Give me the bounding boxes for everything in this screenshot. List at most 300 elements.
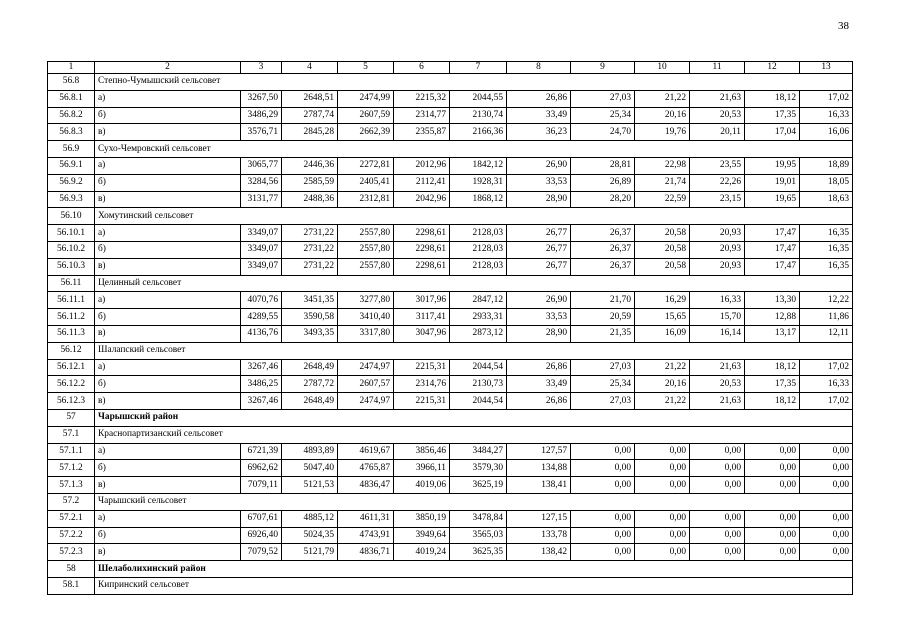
value-cell: 134,88 bbox=[507, 460, 571, 477]
value-cell: 13,17 bbox=[745, 325, 800, 342]
value-cell: 22,59 bbox=[635, 191, 690, 208]
value-cell: 3349,07 bbox=[241, 258, 282, 275]
value-cell: 3590,58 bbox=[282, 309, 338, 326]
value-cell: 2607,59 bbox=[338, 107, 394, 124]
row-id: 57.2.1 bbox=[48, 510, 95, 527]
value-cell: 3410,40 bbox=[338, 309, 394, 326]
value-cell: 21,74 bbox=[635, 174, 690, 191]
table-row bbox=[48, 90, 853, 107]
variant-label: а) bbox=[95, 510, 241, 527]
value-cell: 5121,79 bbox=[282, 544, 338, 561]
value-cell: 26,90 bbox=[507, 292, 571, 309]
value-cell: 20,59 bbox=[571, 309, 635, 326]
settlement-name: Кипринский сельсовет bbox=[95, 577, 853, 594]
value-cell: 1842,12 bbox=[450, 157, 507, 174]
table-row bbox=[48, 107, 853, 124]
value-cell: 0,00 bbox=[690, 477, 745, 494]
value-cell: 3579,30 bbox=[450, 460, 507, 477]
value-cell: 18,12 bbox=[745, 90, 800, 107]
value-cell: 20,16 bbox=[635, 376, 690, 393]
value-cell: 0,00 bbox=[745, 460, 800, 477]
value-cell: 3625,19 bbox=[450, 477, 507, 494]
value-cell: 36,23 bbox=[507, 124, 571, 141]
value-cell: 3131,77 bbox=[241, 191, 282, 208]
column-number: 6 bbox=[394, 62, 450, 74]
value-cell: 1928,31 bbox=[450, 174, 507, 191]
row-id: 56.9.2 bbox=[48, 174, 95, 191]
value-cell: 3065,77 bbox=[241, 157, 282, 174]
value-cell: 17,35 bbox=[745, 107, 800, 124]
value-cell: 16,35 bbox=[800, 225, 853, 242]
variant-label: в) bbox=[95, 124, 241, 141]
value-cell: 2405,41 bbox=[338, 174, 394, 191]
value-cell: 20,93 bbox=[690, 258, 745, 275]
table-row bbox=[48, 510, 853, 527]
value-cell: 33,53 bbox=[507, 309, 571, 326]
value-cell: 28,90 bbox=[507, 191, 571, 208]
value-cell: 28,20 bbox=[571, 191, 635, 208]
value-cell: 138,42 bbox=[507, 544, 571, 561]
column-number: 11 bbox=[690, 62, 745, 74]
value-cell: 2648,49 bbox=[282, 393, 338, 410]
value-cell: 33,49 bbox=[507, 376, 571, 393]
row-id: 56.10.3 bbox=[48, 258, 95, 275]
value-cell: 0,00 bbox=[635, 443, 690, 460]
value-cell: 21,63 bbox=[690, 393, 745, 410]
value-cell: 26,37 bbox=[571, 258, 635, 275]
table-row bbox=[48, 225, 853, 242]
value-cell: 17,04 bbox=[745, 124, 800, 141]
row-id: 58.1 bbox=[48, 577, 95, 594]
variant-label: а) bbox=[95, 292, 241, 309]
variant-label: а) bbox=[95, 225, 241, 242]
value-cell: 3267,46 bbox=[241, 359, 282, 376]
value-cell: 21,22 bbox=[635, 359, 690, 376]
value-cell: 2314,76 bbox=[394, 376, 450, 393]
row-id: 57.1.2 bbox=[48, 460, 95, 477]
variant-label: б) bbox=[95, 460, 241, 477]
value-cell: 3117,41 bbox=[394, 309, 450, 326]
value-cell: 3486,25 bbox=[241, 376, 282, 393]
column-number: 10 bbox=[635, 62, 690, 74]
value-cell: 2044,54 bbox=[450, 359, 507, 376]
table-row bbox=[48, 309, 853, 326]
variant-label: в) bbox=[95, 544, 241, 561]
value-cell: 26,90 bbox=[507, 157, 571, 174]
value-cell: 0,00 bbox=[635, 510, 690, 527]
value-cell: 0,00 bbox=[571, 527, 635, 544]
column-number: 8 bbox=[507, 62, 571, 74]
section-row bbox=[48, 577, 853, 594]
value-cell: 18,63 bbox=[800, 191, 853, 208]
value-cell: 26,86 bbox=[507, 359, 571, 376]
value-cell: 26,77 bbox=[507, 241, 571, 258]
value-cell: 133,78 bbox=[507, 527, 571, 544]
value-cell: 28,81 bbox=[571, 157, 635, 174]
table-row bbox=[48, 359, 853, 376]
value-cell: 5047,40 bbox=[282, 460, 338, 477]
variant-label: б) bbox=[95, 309, 241, 326]
value-cell: 0,00 bbox=[690, 460, 745, 477]
value-cell: 15,70 bbox=[690, 309, 745, 326]
value-cell: 0,00 bbox=[571, 544, 635, 561]
value-cell: 18,89 bbox=[800, 157, 853, 174]
value-cell: 20,58 bbox=[635, 225, 690, 242]
section-row bbox=[48, 141, 853, 158]
value-cell: 3484,27 bbox=[450, 443, 507, 460]
value-cell: 0,00 bbox=[690, 510, 745, 527]
value-cell: 3625,35 bbox=[450, 544, 507, 561]
table-row bbox=[48, 124, 853, 141]
value-cell: 2787,72 bbox=[282, 376, 338, 393]
value-cell: 3856,46 bbox=[394, 443, 450, 460]
value-cell: 11,86 bbox=[800, 309, 853, 326]
variant-label: в) bbox=[95, 393, 241, 410]
value-cell: 4019,06 bbox=[394, 477, 450, 494]
value-cell: 3349,07 bbox=[241, 225, 282, 242]
variant-label: а) bbox=[95, 90, 241, 107]
value-cell: 0,00 bbox=[690, 527, 745, 544]
value-cell: 12,11 bbox=[800, 325, 853, 342]
row-id: 56.9 bbox=[48, 141, 95, 158]
value-cell: 3451,35 bbox=[282, 292, 338, 309]
value-cell: 5024,35 bbox=[282, 527, 338, 544]
value-cell: 23,15 bbox=[690, 191, 745, 208]
value-cell: 2355,87 bbox=[394, 124, 450, 141]
variant-label: в) bbox=[95, 191, 241, 208]
value-cell: 20,11 bbox=[690, 124, 745, 141]
row-id: 56.12.1 bbox=[48, 359, 95, 376]
row-id: 57.1.3 bbox=[48, 477, 95, 494]
section-row bbox=[48, 208, 853, 225]
section-row bbox=[48, 493, 853, 510]
value-cell: 2215,32 bbox=[394, 90, 450, 107]
value-cell: 0,00 bbox=[690, 443, 745, 460]
row-id: 56.8.3 bbox=[48, 124, 95, 141]
settlement-name: Чарышский сельсовет bbox=[95, 493, 853, 510]
value-cell: 26,37 bbox=[571, 225, 635, 242]
value-cell: 21,63 bbox=[690, 359, 745, 376]
value-cell: 33,49 bbox=[507, 107, 571, 124]
value-cell: 3493,35 bbox=[282, 325, 338, 342]
section-row bbox=[48, 74, 853, 91]
value-cell: 4611,31 bbox=[338, 510, 394, 527]
section-row bbox=[48, 342, 853, 359]
variant-label: б) bbox=[95, 241, 241, 258]
value-cell: 2166,36 bbox=[450, 124, 507, 141]
value-cell: 4885,12 bbox=[282, 510, 338, 527]
value-cell: 2298,61 bbox=[394, 241, 450, 258]
value-cell: 2557,80 bbox=[338, 225, 394, 242]
value-cell: 2298,61 bbox=[394, 258, 450, 275]
row-id: 56.12 bbox=[48, 342, 95, 359]
row-id: 58 bbox=[48, 561, 95, 578]
variant-label: б) bbox=[95, 527, 241, 544]
value-cell: 2648,49 bbox=[282, 359, 338, 376]
row-id: 56.10.1 bbox=[48, 225, 95, 242]
value-cell: 0,00 bbox=[745, 544, 800, 561]
settlement-name: Краснопартизанский сельсовет bbox=[95, 426, 853, 443]
table-header-row bbox=[48, 62, 853, 74]
table-row bbox=[48, 241, 853, 258]
value-cell: 2845,28 bbox=[282, 124, 338, 141]
value-cell: 5121,53 bbox=[282, 477, 338, 494]
value-cell: 2873,12 bbox=[450, 325, 507, 342]
table-row bbox=[48, 191, 853, 208]
value-cell: 4019,24 bbox=[394, 544, 450, 561]
page-number: 38 bbox=[838, 20, 849, 32]
row-id: 57.2.2 bbox=[48, 527, 95, 544]
value-cell: 0,00 bbox=[745, 510, 800, 527]
value-cell: 0,00 bbox=[571, 477, 635, 494]
value-cell: 16,35 bbox=[800, 241, 853, 258]
variant-label: в) bbox=[95, 477, 241, 494]
row-id: 56.9.1 bbox=[48, 157, 95, 174]
row-id: 56.8.1 bbox=[48, 90, 95, 107]
value-cell: 7079,11 bbox=[241, 477, 282, 494]
variant-label: а) bbox=[95, 443, 241, 460]
row-id: 57.1.1 bbox=[48, 443, 95, 460]
value-cell: 15,65 bbox=[635, 309, 690, 326]
value-cell: 28,90 bbox=[507, 325, 571, 342]
column-number: 5 bbox=[338, 62, 394, 74]
column-number: 1 bbox=[48, 62, 95, 74]
value-cell: 17,47 bbox=[745, 225, 800, 242]
value-cell: 3576,71 bbox=[241, 124, 282, 141]
value-cell: 2731,22 bbox=[282, 225, 338, 242]
value-cell: 2044,54 bbox=[450, 393, 507, 410]
table-row bbox=[48, 258, 853, 275]
value-cell: 27,03 bbox=[571, 393, 635, 410]
settlement-name: Сухо-Чемровский сельсовет bbox=[95, 141, 853, 158]
row-id: 56.11.2 bbox=[48, 309, 95, 326]
value-cell: 2128,03 bbox=[450, 258, 507, 275]
value-cell: 3349,07 bbox=[241, 241, 282, 258]
value-cell: 2662,39 bbox=[338, 124, 394, 141]
value-cell: 18,12 bbox=[745, 393, 800, 410]
value-cell: 20,58 bbox=[635, 241, 690, 258]
value-cell: 6707,61 bbox=[241, 510, 282, 527]
district-name: Чарышский район bbox=[95, 409, 853, 426]
row-id: 56.10.2 bbox=[48, 241, 95, 258]
district-row bbox=[48, 409, 853, 426]
row-id: 56.8 bbox=[48, 74, 95, 91]
settlement-name: Целинный сельсовет bbox=[95, 275, 853, 292]
value-cell: 0,00 bbox=[571, 460, 635, 477]
table-row bbox=[48, 443, 853, 460]
row-id: 56.12.2 bbox=[48, 376, 95, 393]
value-cell: 3277,80 bbox=[338, 292, 394, 309]
value-cell: 18,12 bbox=[745, 359, 800, 376]
value-cell: 2933,31 bbox=[450, 309, 507, 326]
value-cell: 3966,11 bbox=[394, 460, 450, 477]
value-cell: 20,53 bbox=[690, 376, 745, 393]
value-cell: 21,70 bbox=[571, 292, 635, 309]
value-cell: 17,47 bbox=[745, 258, 800, 275]
value-cell: 0,00 bbox=[571, 443, 635, 460]
value-cell: 3284,56 bbox=[241, 174, 282, 191]
value-cell: 0,00 bbox=[745, 443, 800, 460]
table-row bbox=[48, 544, 853, 561]
value-cell: 16,06 bbox=[800, 124, 853, 141]
value-cell: 20,93 bbox=[690, 225, 745, 242]
value-cell: 127,15 bbox=[507, 510, 571, 527]
value-cell: 4070,76 bbox=[241, 292, 282, 309]
value-cell: 13,30 bbox=[745, 292, 800, 309]
value-cell: 0,00 bbox=[635, 544, 690, 561]
variant-label: а) bbox=[95, 359, 241, 376]
value-cell: 4289,55 bbox=[241, 309, 282, 326]
tariff-table bbox=[47, 61, 853, 595]
settlement-name: Хомутинский сельсовет bbox=[95, 208, 853, 225]
row-id: 56.10 bbox=[48, 208, 95, 225]
table-row bbox=[48, 527, 853, 544]
value-cell: 26,89 bbox=[571, 174, 635, 191]
row-id: 57.1 bbox=[48, 426, 95, 443]
value-cell: 4893,89 bbox=[282, 443, 338, 460]
value-cell: 2215,31 bbox=[394, 359, 450, 376]
value-cell: 7079,52 bbox=[241, 544, 282, 561]
value-cell: 3486,29 bbox=[241, 107, 282, 124]
value-cell: 26,86 bbox=[507, 90, 571, 107]
value-cell: 2474,97 bbox=[338, 393, 394, 410]
value-cell: 2488,36 bbox=[282, 191, 338, 208]
value-cell: 4136,76 bbox=[241, 325, 282, 342]
table-row bbox=[48, 393, 853, 410]
district-name: Шелаболихинский район bbox=[95, 561, 853, 578]
value-cell: 3949,64 bbox=[394, 527, 450, 544]
value-cell: 2585,59 bbox=[282, 174, 338, 191]
value-cell: 3317,80 bbox=[338, 325, 394, 342]
value-cell: 0,00 bbox=[800, 460, 853, 477]
value-cell: 3017,96 bbox=[394, 292, 450, 309]
value-cell: 2130,74 bbox=[450, 107, 507, 124]
value-cell: 2847,12 bbox=[450, 292, 507, 309]
variant-label: в) bbox=[95, 325, 241, 342]
value-cell: 25,34 bbox=[571, 376, 635, 393]
value-cell: 4619,67 bbox=[338, 443, 394, 460]
value-cell: 0,00 bbox=[635, 477, 690, 494]
value-cell: 3267,50 bbox=[241, 90, 282, 107]
value-cell: 16,29 bbox=[635, 292, 690, 309]
value-cell: 17,47 bbox=[745, 241, 800, 258]
value-cell: 26,77 bbox=[507, 258, 571, 275]
value-cell: 19,95 bbox=[745, 157, 800, 174]
value-cell: 6721,39 bbox=[241, 443, 282, 460]
value-cell: 16,14 bbox=[690, 325, 745, 342]
district-row bbox=[48, 561, 853, 578]
value-cell: 0,00 bbox=[800, 443, 853, 460]
value-cell: 27,03 bbox=[571, 90, 635, 107]
column-number: 13 bbox=[800, 62, 853, 74]
value-cell: 2215,31 bbox=[394, 393, 450, 410]
value-cell: 2130,73 bbox=[450, 376, 507, 393]
value-cell: 2012,96 bbox=[394, 157, 450, 174]
value-cell: 2731,22 bbox=[282, 241, 338, 258]
value-cell: 2044,55 bbox=[450, 90, 507, 107]
row-id: 57 bbox=[48, 409, 95, 426]
value-cell: 16,33 bbox=[800, 107, 853, 124]
value-cell: 2474,97 bbox=[338, 359, 394, 376]
value-cell: 25,34 bbox=[571, 107, 635, 124]
table-row bbox=[48, 460, 853, 477]
variant-label: а) bbox=[95, 157, 241, 174]
value-cell: 2648,51 bbox=[282, 90, 338, 107]
value-cell: 17,02 bbox=[800, 393, 853, 410]
variant-label: б) bbox=[95, 376, 241, 393]
section-row bbox=[48, 426, 853, 443]
value-cell: 27,03 bbox=[571, 359, 635, 376]
value-cell: 2042,96 bbox=[394, 191, 450, 208]
value-cell: 21,22 bbox=[635, 393, 690, 410]
row-id: 57.2.3 bbox=[48, 544, 95, 561]
value-cell: 17,02 bbox=[800, 359, 853, 376]
value-cell: 2112,41 bbox=[394, 174, 450, 191]
column-number: 9 bbox=[571, 62, 635, 74]
value-cell: 2731,22 bbox=[282, 258, 338, 275]
section-row bbox=[48, 275, 853, 292]
value-cell: 0,00 bbox=[800, 510, 853, 527]
value-cell: 19,76 bbox=[635, 124, 690, 141]
variant-label: б) bbox=[95, 107, 241, 124]
value-cell: 2312,81 bbox=[338, 191, 394, 208]
value-cell: 0,00 bbox=[745, 527, 800, 544]
value-cell: 3565,03 bbox=[450, 527, 507, 544]
value-cell: 20,53 bbox=[690, 107, 745, 124]
row-id: 56.9.3 bbox=[48, 191, 95, 208]
value-cell: 2128,03 bbox=[450, 241, 507, 258]
value-cell: 22,26 bbox=[690, 174, 745, 191]
column-number: 2 bbox=[95, 62, 241, 74]
value-cell: 20,16 bbox=[635, 107, 690, 124]
value-cell: 20,93 bbox=[690, 241, 745, 258]
value-cell: 2128,03 bbox=[450, 225, 507, 242]
value-cell: 3267,46 bbox=[241, 393, 282, 410]
value-cell: 26,37 bbox=[571, 241, 635, 258]
value-cell: 138,41 bbox=[507, 477, 571, 494]
variant-label: в) bbox=[95, 258, 241, 275]
value-cell: 4836,47 bbox=[338, 477, 394, 494]
table-row bbox=[48, 477, 853, 494]
value-cell: 2272,81 bbox=[338, 157, 394, 174]
value-cell: 2474,99 bbox=[338, 90, 394, 107]
value-cell: 2298,61 bbox=[394, 225, 450, 242]
value-cell: 0,00 bbox=[635, 527, 690, 544]
value-cell: 4743,91 bbox=[338, 527, 394, 544]
value-cell: 21,63 bbox=[690, 90, 745, 107]
value-cell: 22,98 bbox=[635, 157, 690, 174]
value-cell: 0,00 bbox=[635, 460, 690, 477]
value-cell: 2557,80 bbox=[338, 241, 394, 258]
table-row bbox=[48, 376, 853, 393]
table-row bbox=[48, 157, 853, 174]
value-cell: 12,88 bbox=[745, 309, 800, 326]
value-cell: 2607,57 bbox=[338, 376, 394, 393]
table-row bbox=[48, 174, 853, 191]
value-cell: 0,00 bbox=[800, 477, 853, 494]
row-id: 56.11 bbox=[48, 275, 95, 292]
value-cell: 16,09 bbox=[635, 325, 690, 342]
value-cell: 4765,87 bbox=[338, 460, 394, 477]
value-cell: 19,65 bbox=[745, 191, 800, 208]
value-cell: 19,01 bbox=[745, 174, 800, 191]
settlement-name: Степно-Чумышский сельсовет bbox=[95, 74, 853, 91]
row-id: 56.12.3 bbox=[48, 393, 95, 410]
value-cell: 6962,62 bbox=[241, 460, 282, 477]
settlement-name: Шалапский сельсовет bbox=[95, 342, 853, 359]
value-cell: 0,00 bbox=[800, 544, 853, 561]
value-cell: 21,35 bbox=[571, 325, 635, 342]
